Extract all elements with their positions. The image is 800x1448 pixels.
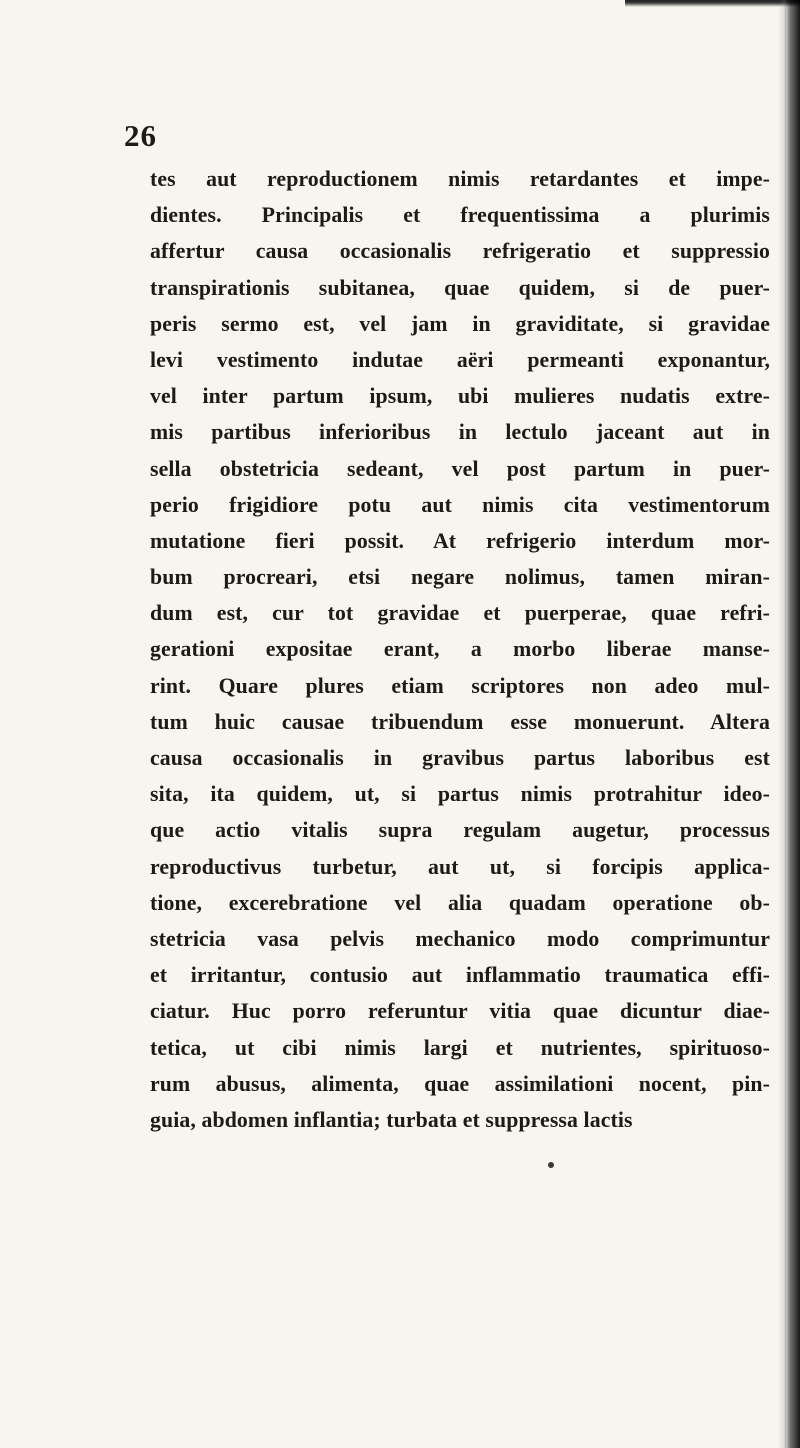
text-line: vel inter partum ipsum, ubi mulieres nudatis extre- [150,384,770,409]
text-line: que actio vitalis supra regulam augetur, processus [150,818,770,843]
text-line: rum abusus, alimenta, quae assimilationi nocent, pin- [150,1071,770,1096]
ink-speck [548,1162,554,1168]
text-line: et irritantur, contusio aut inflammatio traumatica effi- [150,963,770,988]
page-top-edge-shadow [625,0,800,7]
text-line: tes aut reproductionem nimis retardantes et impe- [150,167,770,191]
text-line: tum huic causae tribuendum esse monuerunt. Altera [150,709,770,734]
text-line: peris sermo est, vel jam in graviditate, si gravidae [150,311,770,336]
text-line: tione, excerebratione vel alia quadam operatione ob- [150,890,770,915]
page-number: 26 [124,118,157,153]
text-line: guia, abdomen inflantia; turbata et suppressa lactis [150,1107,633,1132]
text-line: tetica, ut cibi nimis largi et nutrientes, spirituoso- [150,1035,770,1060]
text-line: rint. Quare plures etiam scriptores non adeo mul- [150,673,770,698]
text-line: mis partibus inferioribus in lectulo jaceant aut in [150,420,770,445]
text-line: reproductivus turbetur, aut ut, si forcipis applica- [150,854,770,879]
text-line: bum procreari, etsi negare nolimus, tamen miran- [150,565,770,590]
text-line: gerationi expositae erant, a morbo liberae manse- [150,637,770,662]
text-line: transpirationis subitanea, quae quidem, si de puer- [150,275,770,300]
text-line: affertur causa occasionalis refrigeratio et suppressio [150,239,770,264]
text-line: causa occasionalis in gravibus partus laboribus est [150,746,770,770]
text-line: sella obstetricia sedeant, vel post partum in puer- [150,456,770,481]
text-line: perio frigidiore potu aut nimis cita vestimentorum [150,492,770,517]
text-line: dientes. Principalis et frequentissima a plurimis [150,203,770,228]
text-line: levi vestimento indutae aëri permeanti exponantur, [150,347,770,372]
text-line: mutatione fieri possit. At refrigerio interdum mor- [150,528,770,553]
text-line: ciatur. Huc porro referuntur vitia quae dicuntur diae- [150,999,770,1024]
text-line: sita, ita quidem, ut, si partus nimis protrahitur ideo- [150,782,770,807]
body-text [150,161,770,1138]
text-line: dum est, cur tot gravidae et puerperae, quae refri- [150,601,770,626]
page-right-edge-shadow [784,0,800,1448]
text-line: stetricia vasa pelvis mechanico modo comprimuntur [150,926,770,951]
